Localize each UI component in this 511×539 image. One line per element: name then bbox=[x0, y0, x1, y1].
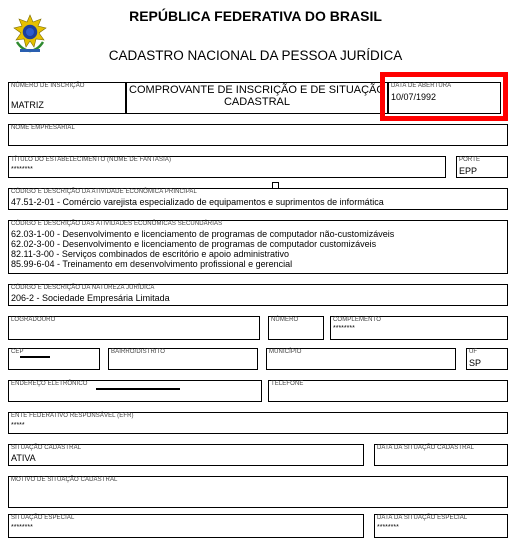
titulo-estabelecimento-label: TÍTULO DO ESTABELECIMENTO (NOME DE FANTASIA) bbox=[11, 157, 172, 163]
atividades-secundarias-field bbox=[8, 220, 508, 274]
numero-field bbox=[268, 316, 324, 340]
cep-label: CEP bbox=[11, 349, 24, 355]
atividade-secundaria-item: 62.03-1-00 - Desenvolvimento e licenciamento de programas de computador não-customizáveis bbox=[11, 229, 395, 239]
data-abertura-label: DATA DE ABERTURA bbox=[391, 83, 452, 89]
complemento-field bbox=[330, 316, 508, 340]
natureza-juridica-value: 206-2 - Sociedade Empresária Limitada bbox=[11, 293, 170, 303]
atividade-secundaria-item: 82.11-3-00 - Serviços combinados de escritório e apoio administrativo bbox=[11, 249, 289, 259]
complemento-value: ******** bbox=[333, 325, 355, 332]
atividade-principal-label: CÓDIGO E DESCRIÇÃO DA ATIVIDADE ECONÔMICA PRINCIPAL bbox=[11, 189, 197, 195]
data-abertura-value: 10/07/1992 bbox=[391, 92, 437, 102]
highlight-box bbox=[380, 72, 508, 121]
comprovante-title: COMPROVANTE DE INSCRIÇÃO E DE SITUAÇÃO CADASTRAL bbox=[129, 84, 385, 108]
data-situacao-cadastral-field bbox=[374, 444, 508, 466]
motivo-situacao-field bbox=[8, 476, 508, 508]
atividade-secundaria-item: 85.99-6-04 - Treinamento em desenvolvimento profissional e gerencial bbox=[11, 259, 293, 269]
bairro-label: BAIRRO/DISTRITO bbox=[111, 349, 166, 355]
numero-inscricao-value: MATRIZ bbox=[11, 100, 44, 110]
municipio-field bbox=[266, 348, 456, 370]
uf-field bbox=[466, 348, 508, 370]
natureza-juridica-field bbox=[8, 284, 508, 306]
uf-label: UF bbox=[469, 349, 478, 355]
motivo-situacao-label: MOTIVO DE SITUAÇÃO CADASTRAL bbox=[11, 477, 118, 483]
numero-inscricao-field bbox=[8, 82, 126, 114]
page-subtitle: CADASTRO NACIONAL DA PESSOA JURÍDICA bbox=[108, 48, 403, 63]
atividades-secundarias-label: CÓDIGO E DESCRIÇÃO DAS ATIVIDADES ECONÔMICAS SECUNDÁRIAS bbox=[11, 221, 223, 227]
numero-label: NÚMERO bbox=[271, 317, 299, 323]
endereco-eletronico-label: ENDEREÇO ELETRÔNICO bbox=[11, 381, 88, 387]
efr-label: ENTE FEDERATIVO RESPONSÁVEL (EFR) bbox=[11, 413, 134, 419]
natureza-juridica-label: CÓDIGO E DESCRIÇÃO DA NATUREZA JURÍDICA bbox=[11, 285, 155, 291]
atividade-principal-field bbox=[8, 188, 508, 210]
situacao-especial-label: SITUAÇÃO ESPECIAL bbox=[11, 515, 75, 521]
situacao-especial-field bbox=[8, 514, 364, 538]
titulo-estabelecimento-value: ******** bbox=[11, 166, 33, 173]
bairro-field bbox=[108, 348, 258, 370]
page-title: REPÚBLICA FEDERATIVA DO BRASIL bbox=[129, 8, 382, 24]
efr-value: ***** bbox=[11, 422, 25, 429]
data-situacao-cadastral-label: DATA DA SITUAÇÃO CADASTRAL bbox=[377, 445, 475, 451]
uf-value: SP bbox=[469, 358, 482, 368]
telefone-field bbox=[268, 380, 508, 402]
data-situacao-especial-value: ******** bbox=[377, 524, 399, 531]
data-situacao-especial-field bbox=[374, 514, 508, 538]
porte-label: PORTE bbox=[459, 157, 481, 163]
situacao-cadastral-label: SITUAÇÃO CADASTRAL bbox=[11, 445, 82, 451]
porte-value: EPP bbox=[459, 166, 478, 176]
titulo-estabelecimento-field bbox=[8, 156, 446, 178]
situacao-cadastral-field bbox=[8, 444, 364, 466]
data-situacao-especial-label: DATA DA SITUAÇÃO ESPECIAL bbox=[377, 515, 468, 521]
logradouro-label: LOGRADOURO bbox=[11, 317, 56, 323]
nome-empresarial-field bbox=[8, 124, 508, 146]
atividade-principal-value: 47.51-2-01 - Comércio varejista especializado de equipamentos e suprimentos de informática bbox=[11, 197, 384, 207]
logradouro-field bbox=[8, 316, 260, 340]
porte-field bbox=[456, 156, 508, 178]
cep-field bbox=[8, 348, 100, 370]
telefone-label: TELEFONE bbox=[271, 381, 304, 387]
endereco-eletronico-field bbox=[8, 380, 262, 402]
atividade-secundaria-item: 62.02-3-00 - Desenvolvimento e licenciamento de programas de computador customizáveis bbox=[11, 239, 377, 249]
municipio-label: MUNICÍPIO bbox=[269, 349, 302, 355]
efr-field bbox=[8, 412, 508, 434]
nome-empresarial-label: NOME EMPRESARIAL bbox=[11, 125, 75, 131]
situacao-especial-value: ******** bbox=[11, 524, 33, 531]
redaction-mark bbox=[96, 388, 180, 390]
numero-inscricao-label: NÚMERO DE INSCRIÇÃO bbox=[11, 83, 85, 89]
redaction-mark bbox=[20, 356, 50, 358]
complemento-label: COMPLEMENTO bbox=[333, 317, 381, 323]
situacao-cadastral-value: ATIVA bbox=[11, 453, 36, 463]
